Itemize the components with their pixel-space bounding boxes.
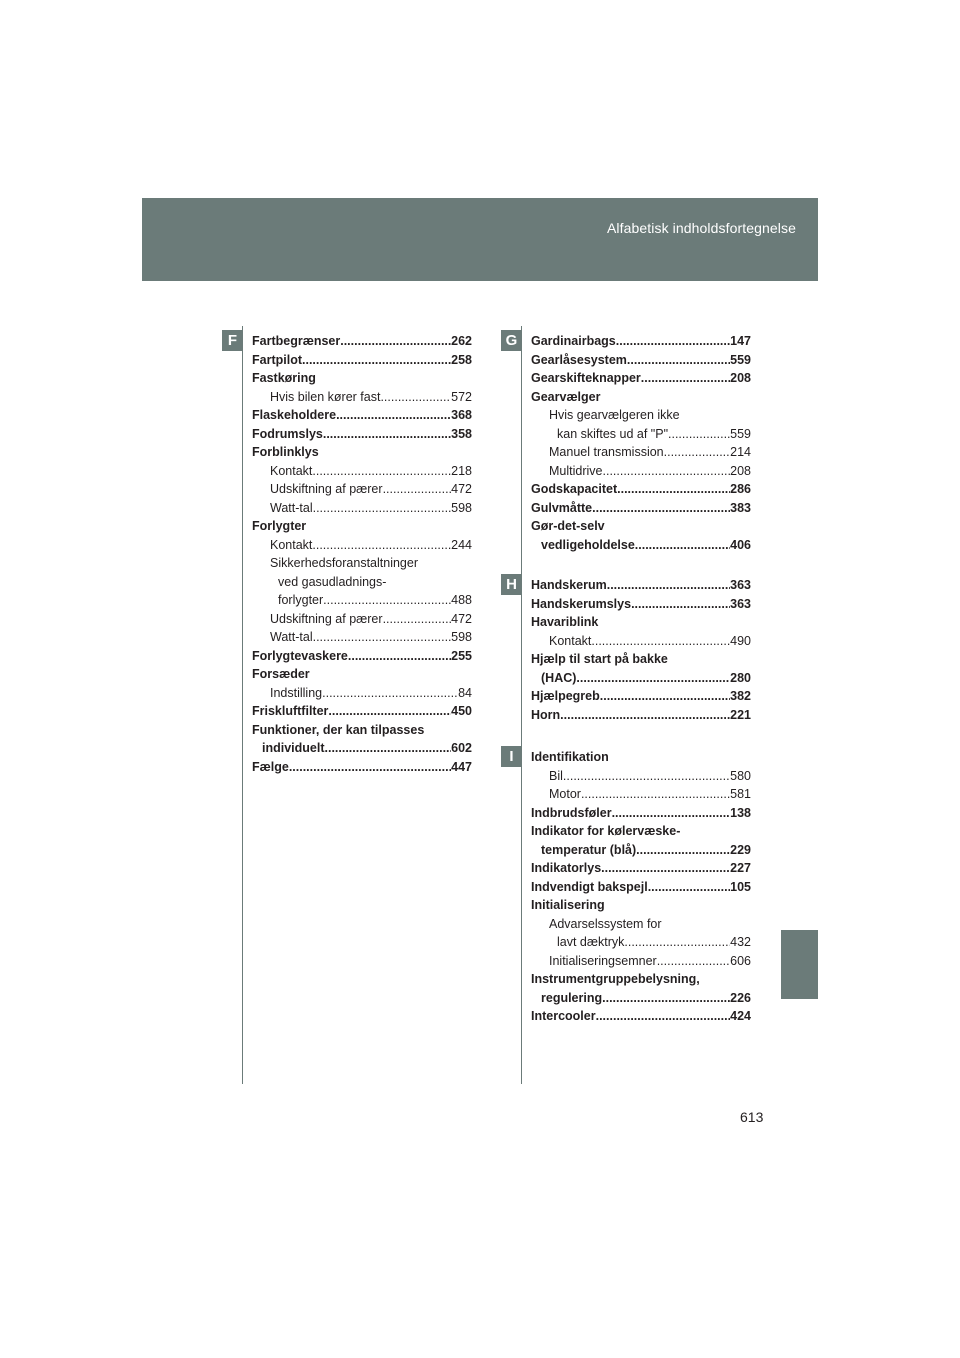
index-subentry[interactable]: Udskiftning af pærer ..... 472 — [252, 610, 472, 629]
index-heading: Identifikation — [531, 750, 609, 764]
section-letter-g: G — [501, 330, 522, 351]
index-column-g — [531, 332, 751, 554]
index-entry[interactable]: Indvendigt bakspejl ..... 105 — [531, 878, 751, 897]
index-subheading: Sikkerhedsforanstaltninger — [270, 556, 418, 570]
column-divider-right — [521, 326, 522, 1084]
index-heading: Forlygter — [252, 519, 307, 533]
index-subentry[interactable]: Kontakt ..... 490 — [531, 632, 751, 651]
index-heading: Instrumentgruppebelysning, — [531, 972, 700, 986]
index-entry[interactable]: Gearskifteknapper ..... 208 — [531, 369, 751, 388]
index-heading: Gør-det-selv — [531, 519, 605, 533]
index-entry[interactable]: Horn ..... 221 — [531, 706, 751, 725]
index-subentry[interactable]: Watt-tal ..... 598 — [252, 628, 472, 647]
index-heading: Hjælp til start på bakke — [531, 652, 668, 666]
index-subentry[interactable]: lavt dæktryk ..... 432 — [531, 933, 751, 952]
index-entry[interactable]: Gulvmåtte ..... 383 — [531, 499, 751, 518]
index-subentry[interactable]: Motor ..... 581 — [531, 785, 751, 804]
index-entry[interactable]: temperatur (blå) ..... 229 — [531, 841, 751, 860]
page-number: 613 — [740, 1109, 764, 1125]
index-subheading: Advarselssystem for — [549, 916, 662, 931]
index-entry[interactable]: Indbrudsføler ..... 138 — [531, 804, 751, 823]
index-subentry[interactable]: Bil ..... 580 — [531, 767, 751, 786]
index-entry[interactable]: Indikatorlys ..... 227 — [531, 859, 751, 878]
index-subentry[interactable]: Kontakt ..... 244 — [252, 536, 472, 555]
index-subentry[interactable]: Hvis bilen kører fast ..... 572 — [252, 388, 472, 407]
column-divider-left — [242, 326, 243, 1084]
index-subentry[interactable]: Manuel transmission ..... 214 — [531, 443, 751, 462]
index-subentry[interactable]: Indstilling ..... 84 — [252, 684, 472, 703]
index-subentry[interactable]: Watt-tal ..... 598 — [252, 499, 472, 518]
index-heading: Funktioner, der kan tilpasses — [252, 722, 425, 737]
header-band — [142, 198, 818, 281]
section-title: Alfabetisk indholdsfortegnelse — [606, 220, 796, 236]
index-subentry[interactable]: Initialiseringsemner ..... 606 — [531, 952, 751, 971]
index-heading: Forsæder — [252, 667, 310, 681]
index-entry[interactable]: Fartbegrænser ..... 262 — [252, 332, 472, 351]
index-entry[interactable]: Fartpilot ..... 258 — [252, 351, 472, 370]
index-subentry[interactable]: Kontakt ..... 218 — [252, 462, 472, 481]
index-entry[interactable]: Gearlåsesystem ..... 559 — [531, 351, 751, 370]
index-entry[interactable]: Hjælpegreb ..... 382 — [531, 687, 751, 706]
index-entry[interactable]: regulering ..... 226 — [531, 989, 751, 1008]
index-entry[interactable]: Friskluftfilter ..... 450 — [252, 702, 472, 721]
section-letter-f: F — [222, 330, 243, 351]
index-entry[interactable]: vedligeholdelse ..... 406 — [531, 536, 751, 555]
index-entry[interactable]: Intercooler ..... 424 — [531, 1007, 751, 1026]
index-entry[interactable]: individuelt ..... 602 — [252, 739, 472, 758]
index-subheading: ved gasudladnings- — [278, 574, 387, 589]
index-heading: Indikator for kølervæske- — [531, 824, 681, 838]
index-entry[interactable]: Godskapacitet ..... 286 — [531, 480, 751, 499]
index-entry[interactable]: Handskerumslys ..... 363 — [531, 595, 751, 614]
index-column-i — [531, 748, 751, 1026]
index-entry[interactable]: Handskerum ..... 363 — [531, 576, 751, 595]
index-subentry[interactable]: Udskiftning af pærer ..... 472 — [252, 480, 472, 499]
index-entry[interactable]: Flaskeholdere ..... 368 — [252, 406, 472, 425]
index-subentry[interactable]: Multidrive ..... 208 — [531, 462, 751, 481]
index-heading: Havariblink — [531, 615, 599, 629]
index-subheading: Hvis gearvælgeren ikke — [549, 408, 680, 422]
section-letter-h: H — [501, 574, 522, 595]
index-entry[interactable]: Fodrumslys ..... 358 — [252, 425, 472, 444]
index-heading: Forblinklys — [252, 445, 319, 459]
index-heading: Gearvælger — [531, 389, 601, 404]
index-column-h — [531, 576, 751, 724]
section-letter-i: I — [501, 746, 522, 767]
index-entry[interactable]: (HAC) ..... 280 — [531, 669, 751, 688]
index-entry[interactable]: Forlygtevaskere ..... 255 — [252, 647, 472, 666]
index-heading: Fastkøring — [252, 371, 316, 385]
index-heading: Initialisering — [531, 898, 605, 912]
index-subentry[interactable]: forlygter ..... 488 — [252, 591, 472, 610]
chapter-tab — [781, 930, 818, 999]
index-entry[interactable]: Gardinairbags ..... 147 — [531, 332, 751, 351]
index-entry[interactable]: Fælge ..... 447 — [252, 758, 472, 777]
index-subentry[interactable]: kan skiftes ud af "P" ..... 559 — [531, 425, 751, 444]
index-column-f — [252, 332, 472, 776]
